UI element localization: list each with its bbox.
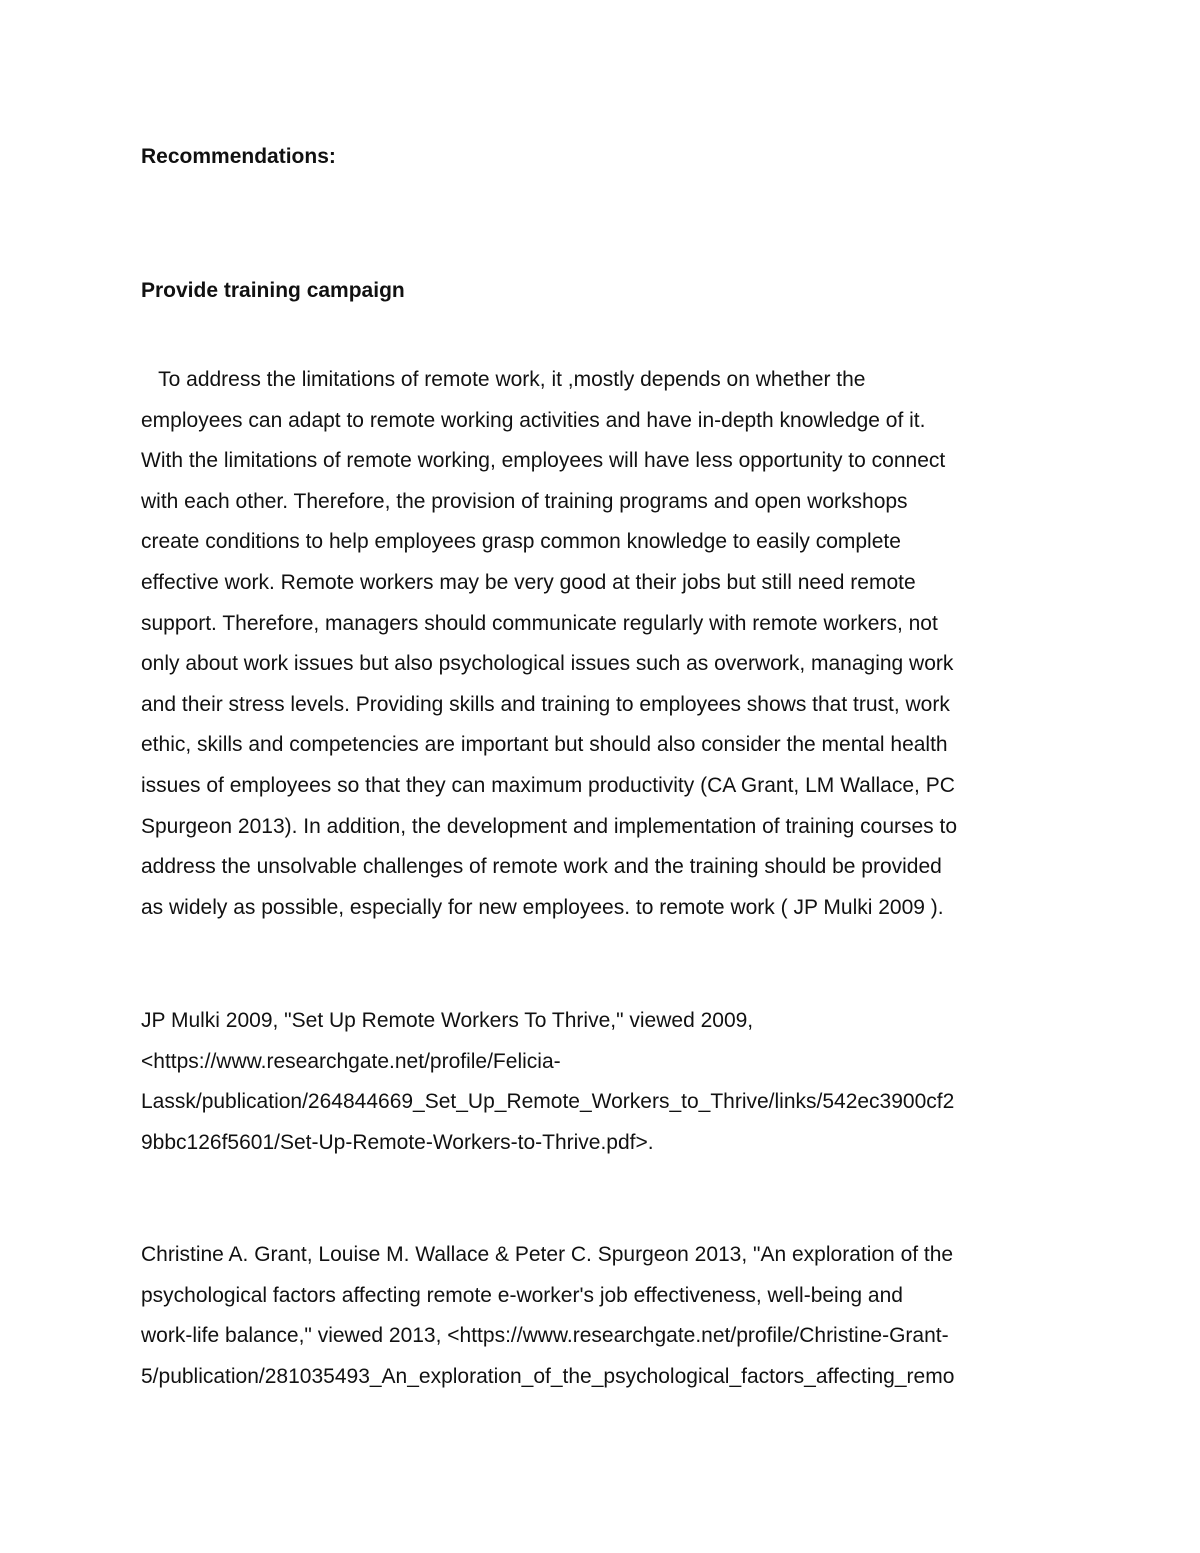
paragraph-line: only about work issues but also psychological issues such as overwork, managing work	[141, 652, 954, 676]
paragraph-line: effective work. Remote workers may be very good at their jobs but still need remote	[141, 571, 916, 594]
reference-link-line[interactable]: <https://www.researchgate.net/profile/Felicia-	[141, 1049, 561, 1073]
paragraph-line: issues of employees so that they can maximum productivity (CA Grant, LM Wallace, PC	[141, 774, 955, 797]
paragraph-line: To address the limitations of remote work, it ,mostly depends on whether the	[141, 368, 866, 391]
reference-line: psychological factors affecting remote e-worker's job effectiveness, well-being and	[141, 1283, 903, 1307]
reference-line: JP Mulki 2009, "Set Up Remote Workers To Thrive," viewed 2009,	[141, 1009, 754, 1032]
paragraph-line: address the unsolvable challenges of remote work and the training should be provided	[141, 855, 942, 879]
paragraph-line: Spurgeon 2013). In addition, the development and implementation of training courses to	[141, 814, 958, 838]
paragraph-line: create conditions to help employees grasp common knowledge to easily complete	[141, 530, 901, 554]
reference-link-line[interactable]: Lassk/publication/264844669_Set_Up_Remote_Workers_to_Thrive/links/542ec3900cf2	[141, 1090, 955, 1114]
recommendations-heading: Recommendations:	[141, 145, 336, 168]
reference-line: Christine A. Grant, Louise M. Wallace & Peter C. Spurgeon 2013, "An exploration of the	[141, 1243, 954, 1266]
paragraph-line: with each other. Therefore, the provision of training programs and open workshops	[141, 489, 908, 513]
paragraph-line: support. Therefore, managers should communicate regularly with remote workers, not	[141, 611, 938, 635]
paragraph-line: With the limitations of remote working, employees will have less opportunity to connect	[141, 449, 946, 473]
paragraph-line: employees can adapt to remote working activities and have in-depth knowledge of it.	[141, 408, 926, 432]
reference-link-line[interactable]: 9bbc126f5601/Set-Up-Remote-Workers-to-Thrive.pdf>.	[141, 1130, 654, 1154]
reference-link-line[interactable]: 5/publication/281035493_An_exploration_of_the_psychological_factors_affecting_remo	[141, 1364, 955, 1388]
paragraph-line: as widely as possible, especially for new employees. to remote work ( JP Mulki 2009 ).	[141, 895, 944, 919]
paragraph-line: and their stress levels. Providing skills and training to employees shows that trust, work	[141, 692, 950, 716]
section-heading-training-campaign: Provide training campaign	[141, 279, 405, 302]
paragraph-line: ethic, skills and competencies are important but should also consider the mental health	[141, 733, 948, 757]
reference-link-line[interactable]: work-life balance," viewed 2013, <https://www.researchgate.net/profile/Christine-Grant-	[141, 1324, 949, 1348]
